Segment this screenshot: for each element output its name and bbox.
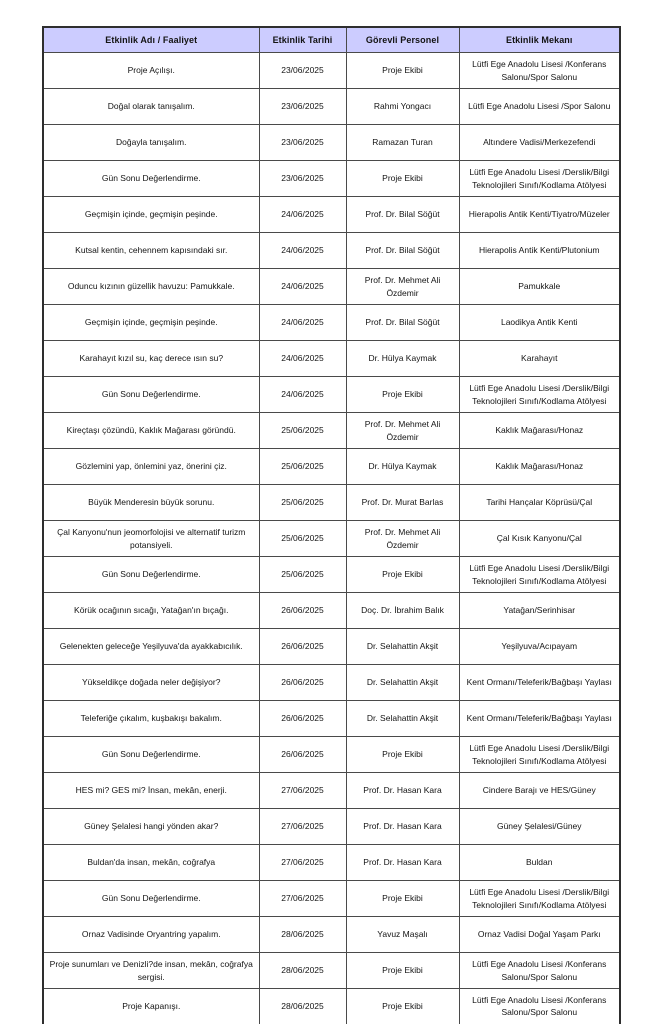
table-row xyxy=(43,449,620,485)
cell-location: Çal Kısık Kanyonu/Çal xyxy=(459,521,620,557)
cell-date: 24/06/2025 xyxy=(259,341,346,377)
table-row xyxy=(43,737,620,773)
cell-date: 23/06/2025 xyxy=(259,161,346,197)
cell-personnel: Prof. Dr. Mehmet Ali Özdemir xyxy=(346,521,459,557)
cell-date: 25/06/2025 xyxy=(259,449,346,485)
cell-date: 26/06/2025 xyxy=(259,593,346,629)
table-row xyxy=(43,989,620,1024)
table-row xyxy=(43,809,620,845)
cell-activity: Güney Şelalesi hangi yönden akar? xyxy=(43,809,259,845)
cell-date: 24/06/2025 xyxy=(259,233,346,269)
cell-personnel: Proje Ekibi xyxy=(346,377,459,413)
cell-date: 28/06/2025 xyxy=(259,989,346,1024)
cell-location: Ornaz Vadisi Doğal Yaşam Parkı xyxy=(459,917,620,953)
cell-activity: Buldan'da insan, mekân, coğrafya xyxy=(43,845,259,881)
cell-location: Hierapolis Antik Kenti/Tiyatro/Müzeler xyxy=(459,197,620,233)
cell-personnel: Dr. Hülya Kaymak xyxy=(346,449,459,485)
cell-personnel: Dr. Selahattin Akşit xyxy=(346,665,459,701)
cell-location: Lütfi Ege Anadolu Lisesi /Derslik/Bilgi Teknolojileri Sınıfı/Kodlama Atölyesi xyxy=(459,377,620,413)
cell-location: Cindere Barajı ve HES/Güney xyxy=(459,773,620,809)
cell-date: 26/06/2025 xyxy=(259,737,346,773)
table-row xyxy=(43,377,620,413)
cell-personnel: Doç. Dr. İbrahim Balık xyxy=(346,593,459,629)
cell-activity: Gün Sonu Değerlendirme. xyxy=(43,161,259,197)
column-header-personnel: Görevli Personel xyxy=(346,27,459,53)
cell-location: Lütfi Ege Anadolu Lisesi /Derslik/Bilgi Teknolojileri Sınıfı/Kodlama Atölyesi xyxy=(459,161,620,197)
table-row xyxy=(43,881,620,917)
cell-personnel: Proje Ekibi xyxy=(346,737,459,773)
cell-location: Lütfi Ege Anadolu Lisesi /Konferans Salonu/Spor Salonu xyxy=(459,953,620,989)
cell-personnel: Proje Ekibi xyxy=(346,953,459,989)
cell-location: Kaklık Mağarası/Honaz xyxy=(459,449,620,485)
cell-activity: Karahayıt kızıl su, kaç derece ısın su? xyxy=(43,341,259,377)
cell-location: Lütfi Ege Anadolu Lisesi /Derslik/Bilgi Teknolojileri Sınıfı/Kodlama Atölyesi xyxy=(459,557,620,593)
cell-personnel: Dr. Hülya Kaymak xyxy=(346,341,459,377)
cell-date: 26/06/2025 xyxy=(259,629,346,665)
cell-location: Kaklık Mağarası/Honaz xyxy=(459,413,620,449)
cell-date: 27/06/2025 xyxy=(259,809,346,845)
event-schedule-table xyxy=(42,26,621,1024)
table-body xyxy=(43,53,620,1024)
column-header-activity: Etkinlik Adı / Faaliyet xyxy=(43,27,259,53)
cell-personnel: Ramazan Turan xyxy=(346,125,459,161)
cell-activity: Gün Sonu Değerlendirme. xyxy=(43,737,259,773)
cell-activity: Gün Sonu Değerlendirme. xyxy=(43,881,259,917)
cell-date: 24/06/2025 xyxy=(259,305,346,341)
cell-location: Güney Şelalesi/Güney xyxy=(459,809,620,845)
cell-activity: Kutsal kentin, cehennem kapısındaki sır. xyxy=(43,233,259,269)
cell-location: Laodikya Antik Kenti xyxy=(459,305,620,341)
table-row xyxy=(43,773,620,809)
cell-personnel: Prof. Dr. Bilal Söğüt xyxy=(346,233,459,269)
cell-activity: Büyük Menderesin büyük sorunu. xyxy=(43,485,259,521)
cell-personnel: Prof. Dr. Bilal Söğüt xyxy=(346,197,459,233)
schedule-table-container xyxy=(42,26,619,1024)
cell-activity: Doğal olarak tanışalım. xyxy=(43,89,259,125)
cell-location: Lütfi Ege Anadolu Lisesi /Konferans Salonu/Spor Salonu xyxy=(459,989,620,1024)
cell-activity: HES mi? GES mi? İnsan, mekân, enerji. xyxy=(43,773,259,809)
cell-personnel: Yavuz Maşalı xyxy=(346,917,459,953)
cell-date: 26/06/2025 xyxy=(259,665,346,701)
cell-location: Pamukkale xyxy=(459,269,620,305)
cell-location: Lütfi Ege Anadolu Lisesi /Spor Salonu xyxy=(459,89,620,125)
cell-activity: Geçmişin içinde, geçmişin peşinde. xyxy=(43,305,259,341)
cell-personnel: Rahmi Yongacı xyxy=(346,89,459,125)
cell-activity: Kireçtaşı çözündü, Kaklık Mağarası göründü. xyxy=(43,413,259,449)
cell-location: Altındere Vadisi/Merkezefendi xyxy=(459,125,620,161)
cell-date: 28/06/2025 xyxy=(259,953,346,989)
cell-personnel: Proje Ekibi xyxy=(346,989,459,1024)
cell-date: 24/06/2025 xyxy=(259,197,346,233)
cell-location: Yatağan/Serinhisar xyxy=(459,593,620,629)
header-row xyxy=(43,27,620,53)
cell-activity: Geçmişin içinde, geçmişin peşinde. xyxy=(43,197,259,233)
cell-date: 25/06/2025 xyxy=(259,557,346,593)
table-row xyxy=(43,521,620,557)
table-row xyxy=(43,593,620,629)
cell-personnel: Prof. Dr. Hasan Kara xyxy=(346,773,459,809)
cell-activity: Körük ocağının sıcağı, Yatağan'ın bıçağı. xyxy=(43,593,259,629)
cell-date: 27/06/2025 xyxy=(259,773,346,809)
table-row xyxy=(43,665,620,701)
table-row xyxy=(43,233,620,269)
cell-date: 23/06/2025 xyxy=(259,89,346,125)
cell-date: 26/06/2025 xyxy=(259,701,346,737)
table-row xyxy=(43,89,620,125)
cell-personnel: Prof. Dr. Mehmet Ali Özdemir xyxy=(346,269,459,305)
cell-activity: Oduncu kızının güzellik havuzu: Pamukkale. xyxy=(43,269,259,305)
cell-activity: Gün Sonu Değerlendirme. xyxy=(43,377,259,413)
cell-personnel: Proje Ekibi xyxy=(346,881,459,917)
cell-activity: Proje Kapanışı. xyxy=(43,989,259,1024)
cell-personnel: Dr. Selahattin Akşit xyxy=(346,701,459,737)
cell-activity: Gözlemini yap, önlemini yaz, önerini çiz. xyxy=(43,449,259,485)
cell-location: Lütfi Ege Anadolu Lisesi /Derslik/Bilgi Teknolojileri Sınıfı/Kodlama Atölyesi xyxy=(459,737,620,773)
cell-activity: Gelenekten geleceğe Yeşilyuva'da ayakkabıcılık. xyxy=(43,629,259,665)
cell-personnel: Prof. Dr. Bilal Söğüt xyxy=(346,305,459,341)
cell-location: Hierapolis Antik Kenti/Plutonium xyxy=(459,233,620,269)
cell-activity: Proje sunumları ve Denizli?de insan, mekân, coğrafya sergisi. xyxy=(43,953,259,989)
cell-personnel: Dr. Selahattin Akşit xyxy=(346,629,459,665)
cell-location: Kent Ormanı/Teleferik/Bağbaşı Yaylası xyxy=(459,701,620,737)
table-row xyxy=(43,557,620,593)
column-header-location: Etkinlik Mekanı xyxy=(459,27,620,53)
cell-activity: Çal Kanyonu'nun jeomorfolojisi ve alternatif turizm potansiyeli. xyxy=(43,521,259,557)
cell-date: 28/06/2025 xyxy=(259,917,346,953)
table-row xyxy=(43,161,620,197)
cell-date: 27/06/2025 xyxy=(259,845,346,881)
cell-location: Karahayıt xyxy=(459,341,620,377)
cell-activity: Ornaz Vadisinde Oryantring yapalım. xyxy=(43,917,259,953)
table-row xyxy=(43,629,620,665)
column-header-date: Etkinlik Tarihi xyxy=(259,27,346,53)
cell-personnel: Proje Ekibi xyxy=(346,161,459,197)
table-row xyxy=(43,701,620,737)
cell-activity: Proje Açılışı. xyxy=(43,53,259,89)
cell-personnel: Proje Ekibi xyxy=(346,53,459,89)
table-row xyxy=(43,845,620,881)
cell-location: Kent Ormanı/Teleferik/Bağbaşı Yaylası xyxy=(459,665,620,701)
cell-location: Buldan xyxy=(459,845,620,881)
table-row xyxy=(43,269,620,305)
cell-date: 23/06/2025 xyxy=(259,53,346,89)
table-row xyxy=(43,125,620,161)
table-row xyxy=(43,305,620,341)
cell-date: 24/06/2025 xyxy=(259,269,346,305)
cell-personnel: Proje Ekibi xyxy=(346,557,459,593)
table-row xyxy=(43,341,620,377)
cell-personnel: Prof. Dr. Hasan Kara xyxy=(346,845,459,881)
cell-personnel: Prof. Dr. Murat Barlas xyxy=(346,485,459,521)
cell-date: 25/06/2025 xyxy=(259,521,346,557)
table-row xyxy=(43,197,620,233)
cell-date: 24/06/2025 xyxy=(259,377,346,413)
cell-location: Lütfi Ege Anadolu Lisesi /Konferans Salonu/Spor Salonu xyxy=(459,53,620,89)
cell-activity: Teleferiğe çıkalım, kuşbakışı bakalım. xyxy=(43,701,259,737)
cell-activity: Yükseldikçe doğada neler değişiyor? xyxy=(43,665,259,701)
table-row xyxy=(43,485,620,521)
cell-activity: Doğayla tanışalım. xyxy=(43,125,259,161)
cell-date: 23/06/2025 xyxy=(259,125,346,161)
cell-date: 27/06/2025 xyxy=(259,881,346,917)
cell-location: Tarihi Hançalar Köprüsü/Çal xyxy=(459,485,620,521)
cell-date: 25/06/2025 xyxy=(259,485,346,521)
table-row xyxy=(43,953,620,989)
table-row xyxy=(43,53,620,89)
cell-location: Lütfi Ege Anadolu Lisesi /Derslik/Bilgi Teknolojileri Sınıfı/Kodlama Atölyesi xyxy=(459,881,620,917)
table-row xyxy=(43,917,620,953)
cell-activity: Gün Sonu Değerlendirme. xyxy=(43,557,259,593)
cell-date: 25/06/2025 xyxy=(259,413,346,449)
cell-personnel: Prof. Dr. Hasan Kara xyxy=(346,809,459,845)
cell-personnel: Prof. Dr. Mehmet Ali Özdemir xyxy=(346,413,459,449)
cell-location: Yeşilyuva/Acıpayam xyxy=(459,629,620,665)
table-row xyxy=(43,413,620,449)
